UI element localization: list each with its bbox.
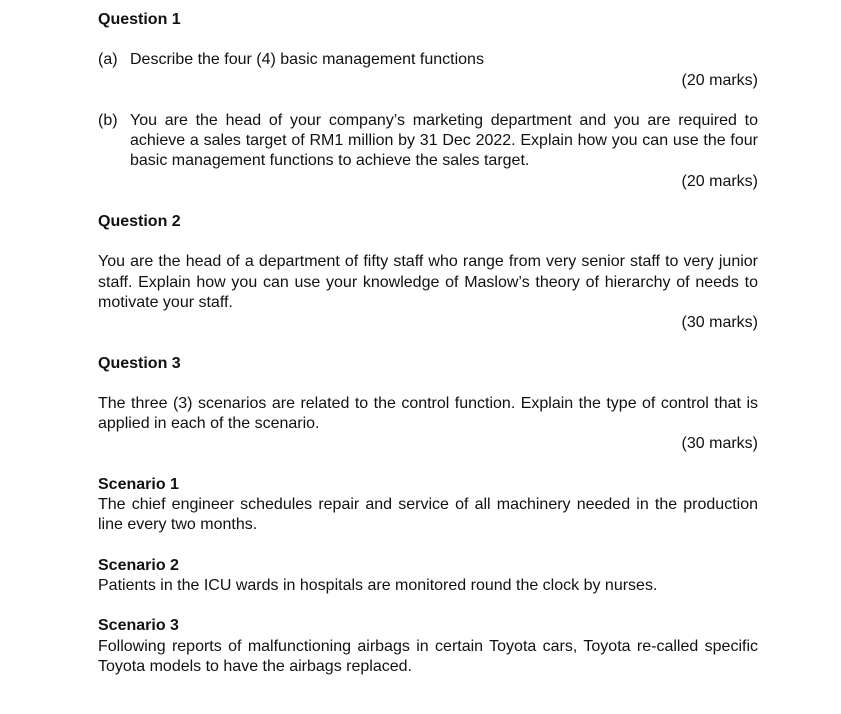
question-2 xyxy=(98,212,758,333)
question-1-part-a xyxy=(98,50,758,70)
scenario-3 xyxy=(98,616,758,677)
question-3-marks: (30 marks) xyxy=(681,435,758,453)
part-b-text: You are the head of your company’s marketing department and you are required to achieve a sales target of RM1 million by 31 Dec 2022. Explain how you can use the four basic management functions to achieve the sales target. xyxy=(130,111,758,170)
part-a-label: (a) xyxy=(98,51,118,69)
question-2-title: Question 2 xyxy=(98,213,181,231)
scenario-1-title: Scenario 1 xyxy=(98,475,179,493)
question-3-text: The three (3) scenarios are related to the control function. Explain the type of control that is applied in each of the scenario. xyxy=(98,394,758,433)
question-1-part-b xyxy=(98,111,758,172)
part-a-marks: (20 marks) xyxy=(681,71,758,89)
part-b-marks: (20 marks) xyxy=(681,172,758,190)
question-1 xyxy=(98,10,758,192)
scenario-1-text: The chief engineer schedules repair and service of all machinery needed in the production line every two months. xyxy=(98,496,758,534)
part-a-text: Describe the four (4) basic management functions xyxy=(130,51,484,69)
scenario-3-text: Following reports of malfunctioning airbags in certain Toyota cars, Toyota re-called specific Toyota models to have the airbags replaced. xyxy=(98,637,758,675)
question-2-text: You are the head of a department of fifty staff who range from very senior staff to very junior staff. Explain how you can use your knowledge of Maslow’s theory of hierarchy of needs to motivate your staff. xyxy=(98,253,758,311)
part-b-label: (b) xyxy=(98,111,118,129)
question-1-title: Question 1 xyxy=(98,11,181,28)
question-3-title: Question 3 xyxy=(98,354,181,372)
question-2-marks: (30 marks) xyxy=(681,314,758,332)
scenario-2-text: Patients in the ICU wards in hospitals are monitored round the clock by nurses. xyxy=(98,576,658,594)
scenario-2 xyxy=(98,556,758,597)
scenario-3-title: Scenario 3 xyxy=(98,617,179,635)
scenario-1 xyxy=(98,475,758,536)
scenario-2-title: Scenario 2 xyxy=(98,556,179,574)
question-3 xyxy=(98,354,758,455)
exam-page xyxy=(98,10,758,677)
